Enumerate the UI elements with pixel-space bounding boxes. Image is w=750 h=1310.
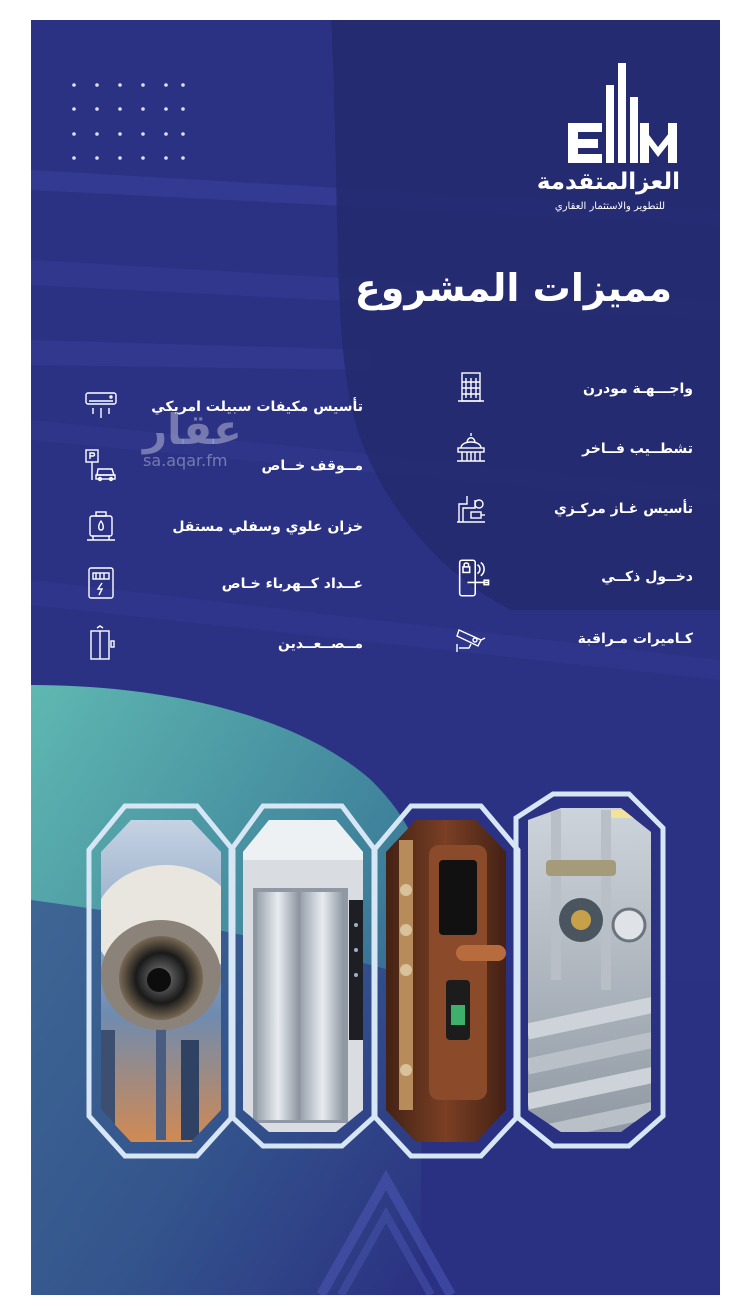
photo-security-camera bbox=[91, 810, 238, 1150]
feature-label: مــوقف خــاص bbox=[261, 458, 363, 474]
feature-label: تأسيس غـاز مركـزي bbox=[553, 501, 693, 517]
feature-label: واجـــهـة مودرن bbox=[583, 381, 693, 397]
feature-photos bbox=[31, 20, 720, 1295]
poster bbox=[31, 20, 720, 1295]
watermark-url: sa.aqar.fm bbox=[143, 451, 228, 470]
feature-label: تشطــيب فــاخر bbox=[582, 441, 693, 457]
watermark-text: عقار bbox=[143, 405, 242, 454]
brand-name: العزالمتقدمة bbox=[536, 169, 680, 195]
page-title: مميزات المشروع bbox=[354, 266, 672, 310]
feature-label: مــصــعــدين bbox=[277, 636, 363, 652]
brand-tagline: للتطوير والاستثمار العقاري bbox=[554, 201, 666, 212]
feature-label: دخــول ذكــي bbox=[601, 569, 693, 585]
feature-label: كـاميرات مـراقبة bbox=[577, 631, 693, 647]
photo-elevator bbox=[236, 810, 376, 1140]
feature-label: تأسيس مكيفات سبيلت امريكي bbox=[151, 399, 363, 415]
photo-gas-pipes bbox=[521, 800, 666, 1144]
feature-label: عــداد كــهرباء خـاص bbox=[221, 576, 363, 592]
feature-label: خزان علوي وسفلي مستقل bbox=[172, 519, 363, 535]
photo-smart-lock bbox=[376, 810, 516, 1150]
